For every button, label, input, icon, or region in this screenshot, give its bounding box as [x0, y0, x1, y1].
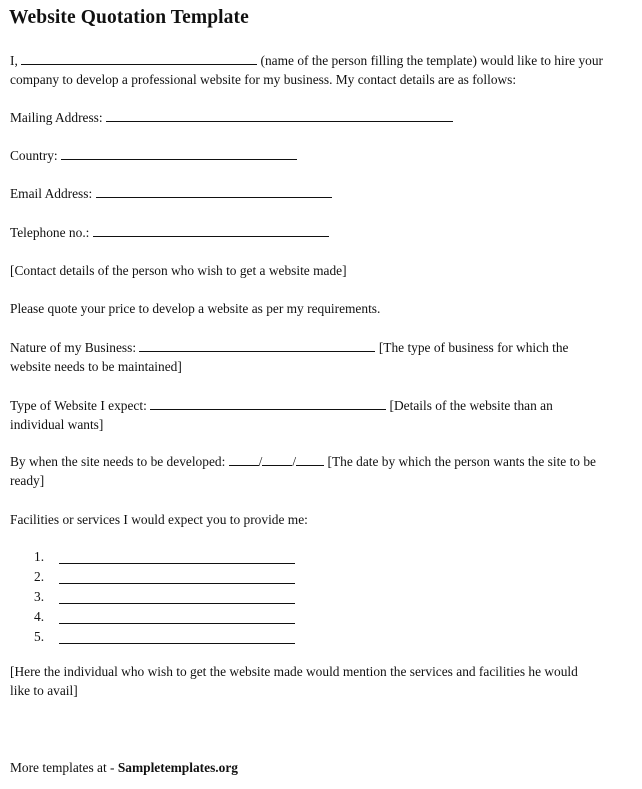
website-type-blank[interactable] [150, 397, 386, 410]
country-field [10, 146, 297, 165]
facility-blank[interactable] [59, 591, 295, 604]
contact-note: [Contact details of the person who wish to get a website made] [10, 263, 347, 278]
quote-request: Please quote your price to develop a website as per my requirements. [10, 301, 381, 316]
nature-label: Nature of my Business: [10, 340, 137, 355]
deadline-note: [The date by which the person wants the site to be [327, 454, 596, 469]
list-number: 4. [34, 609, 45, 624]
nature-note: [The type of business for which the [378, 340, 569, 355]
closing-note-1: [Here the individual who wish to get the website made would mention the services and facilities he would [10, 664, 578, 679]
footer [10, 758, 238, 777]
deadline-day-blank[interactable] [229, 453, 259, 466]
name-blank[interactable] [21, 52, 257, 65]
website-type-note-2: individual wants] [10, 417, 104, 432]
website-type-note: [Details of the website than an [389, 398, 553, 413]
facilities-label: Facilities or services I would expect you to provide me: [10, 512, 308, 527]
footer-prefix: More templates at - [10, 760, 115, 775]
intro-prefix: I, [10, 53, 18, 68]
list-number: 5. [34, 629, 45, 644]
facility-blank[interactable] [59, 571, 295, 584]
country-blank[interactable] [61, 147, 297, 160]
telephone-blank[interactable] [93, 224, 329, 237]
deadline-year-blank[interactable] [296, 453, 324, 466]
website-type-label: Type of Website I expect: [10, 398, 147, 413]
mailing-address-label: Mailing Address: [10, 110, 103, 125]
country-label: Country: [10, 148, 58, 163]
intro-line-2: company to develop a professional website for my business. My contact details are as follows: [10, 72, 517, 87]
deadline-field [10, 452, 596, 471]
list-number: 1. [34, 549, 45, 564]
email-field [10, 184, 332, 203]
date-separator: / [258, 454, 263, 469]
intro-line1-text: (name of the person filling the template) would like to hire your [260, 53, 604, 68]
telephone-field [10, 223, 329, 242]
telephone-label: Telephone no.: [10, 225, 90, 240]
email-label: Email Address: [10, 186, 93, 201]
website-type-field [10, 396, 553, 415]
footer-brand-link[interactable]: Sampletemplates.org [117, 760, 238, 775]
list-number: 3. [34, 589, 45, 604]
nature-field [10, 338, 568, 357]
list-number: 2. [34, 569, 45, 584]
page-title: Website Quotation Template [9, 7, 249, 28]
nature-note-2: website needs to be maintained] [10, 359, 182, 374]
closing-note-2: like to avail] [10, 683, 78, 698]
deadline-label: By when the site needs to be developed: [10, 454, 226, 469]
email-blank[interactable] [96, 185, 332, 198]
deadline-note-2: ready] [10, 473, 45, 488]
nature-blank[interactable] [139, 339, 375, 352]
date-separator: / [292, 454, 297, 469]
mailing-address-field [10, 108, 453, 127]
intro-line-1 [10, 51, 603, 70]
facility-blank[interactable] [59, 631, 295, 644]
facility-blank[interactable] [59, 551, 295, 564]
mailing-address-blank[interactable] [106, 109, 453, 122]
deadline-month-blank[interactable] [262, 453, 292, 466]
facility-blank[interactable] [59, 611, 295, 624]
